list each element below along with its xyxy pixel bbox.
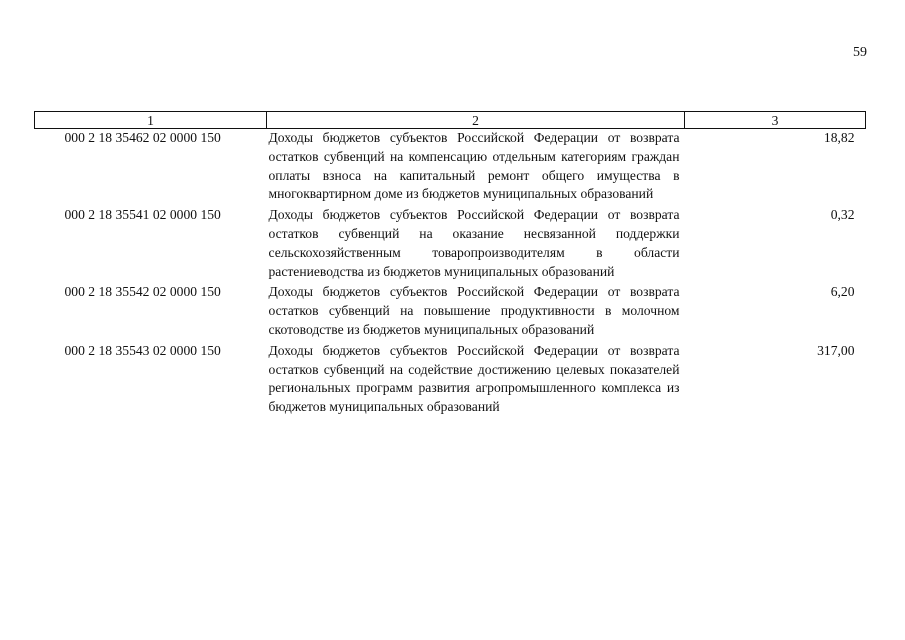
revenue-amount: 317,00 [817,342,855,358]
revenue-description: Доходы бюджетов субъектов Российской Федерации от возврата остатков субвенций на повышение продуктивности в молочном скотоводстве из бюджетов муниципальных образований [268,284,680,337]
table-row [35,283,866,341]
table-row [35,129,866,207]
revenue-description: Доходы бюджетов субъектов Российской Федерации от возврата остатков субвенций на содействие достижению целевых показателей региональных программ развития агропромышленного комплекса из бюджетов муниципальных образований [268,342,680,415]
budget-classification-code: 000 2 18 35543 02 0000 150 [64,342,221,358]
budget-revenue-table [34,111,866,419]
column-header-2: 2 [267,112,685,129]
budget-classification-code: 000 2 18 35462 02 0000 150 [64,130,221,145]
column-header-1: 1 [35,112,267,129]
revenue-amount: 18,82 [823,130,855,145]
revenue-amount: 0,32 [830,207,855,223]
revenue-description: Доходы бюджетов субъектов Российской Федерации от возврата остатков субвенций на компенсацию отдельным категориям граждан оплаты взноса на капитальный ремонт общего имущества в многоквартирном доме из бюджетов муниципальных образований [268,130,680,202]
page-number: 59 [853,45,867,60]
budget-classification-code: 000 2 18 35541 02 0000 150 [64,207,221,223]
revenue-description: Доходы бюджетов субъектов Российской Федерации от возврата остатков субвенций на оказание несвязанной поддержки сельскохозяйственным товаропроизводителям в области растениеводства из бюджетов муниципальных образований [268,207,680,279]
budget-classification-code: 000 2 18 35542 02 0000 150 [64,284,221,300]
column-number-header-row [35,112,866,129]
table-row [35,206,866,283]
column-header-3: 3 [685,112,866,129]
revenue-amount: 6,20 [830,284,855,300]
table-row [35,342,866,419]
